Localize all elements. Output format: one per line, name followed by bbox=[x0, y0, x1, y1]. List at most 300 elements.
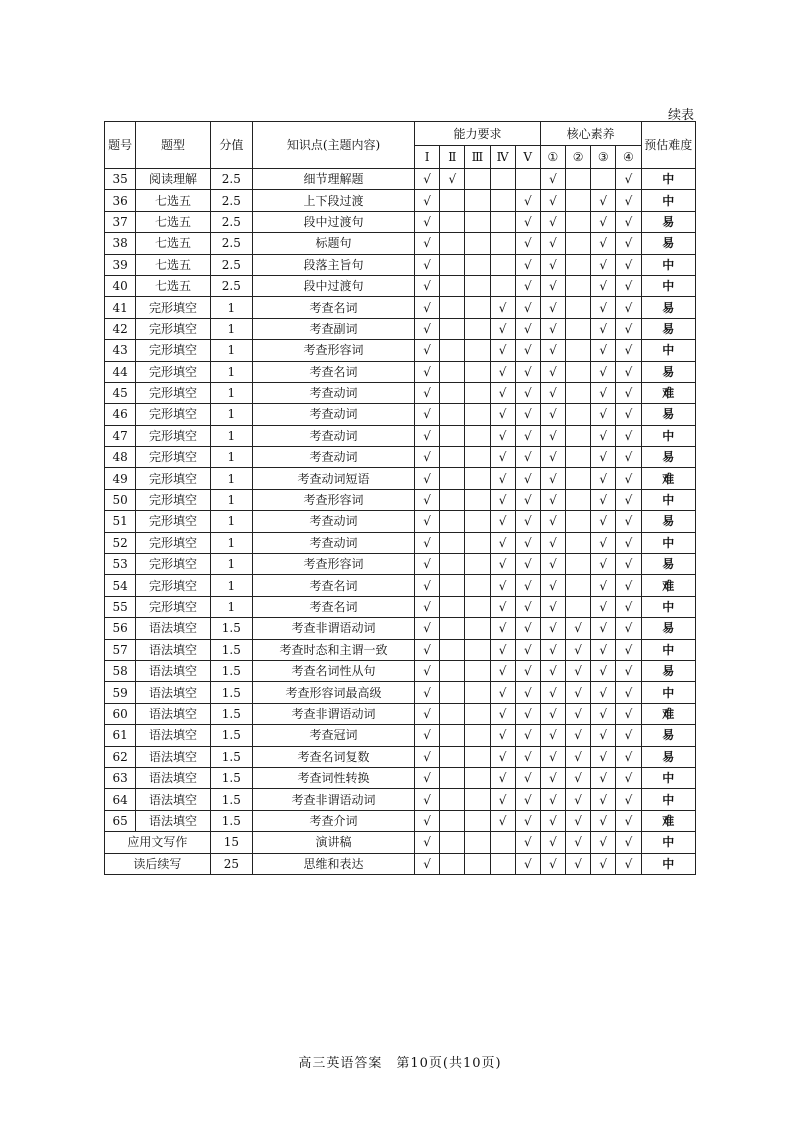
question-type-cell: 完形填空 bbox=[136, 554, 210, 575]
question-number-cell: 60 bbox=[105, 703, 136, 724]
ability-level-2-cell bbox=[440, 832, 465, 853]
core-literacy-4-cell: √ bbox=[616, 832, 641, 853]
ability-level-3-cell bbox=[465, 660, 490, 681]
score-cell: 1 bbox=[210, 532, 252, 553]
core-literacy-3-cell: √ bbox=[591, 789, 616, 810]
ability-level-2-cell: √ bbox=[440, 169, 465, 190]
score-cell: 1 bbox=[210, 575, 252, 596]
ability-level-2-cell bbox=[440, 682, 465, 703]
score-cell: 1.5 bbox=[210, 767, 252, 788]
page-footer: 高三英语答案 第10页(共10页) bbox=[298, 1056, 502, 1071]
header-knowledge: 知识点(主题内容) bbox=[252, 122, 414, 169]
score-cell: 1 bbox=[210, 489, 252, 510]
score-cell: 1 bbox=[210, 554, 252, 575]
ability-level-5-cell: √ bbox=[515, 489, 540, 510]
ability-level-2-cell bbox=[440, 789, 465, 810]
knowledge-point-cell: 考查名词 bbox=[252, 575, 414, 596]
ability-level-3-cell bbox=[465, 275, 490, 296]
ability-level-4-cell: √ bbox=[490, 511, 515, 532]
ability-level-1-cell: √ bbox=[415, 554, 440, 575]
table-row bbox=[105, 361, 696, 382]
difficulty-cell: 中 bbox=[641, 682, 696, 703]
difficulty-cell: 中 bbox=[641, 532, 696, 553]
ability-level-5-cell: √ bbox=[515, 618, 540, 639]
difficulty-cell: 易 bbox=[641, 297, 696, 318]
question-number-cell: 55 bbox=[105, 596, 136, 617]
score-cell: 1 bbox=[210, 447, 252, 468]
table-row bbox=[105, 789, 696, 810]
ability-level-5-cell: √ bbox=[515, 532, 540, 553]
ability-level-5-cell: √ bbox=[515, 575, 540, 596]
ability-level-1-cell: √ bbox=[415, 511, 440, 532]
core-literacy-1-cell: √ bbox=[540, 832, 565, 853]
question-type-cell: 完形填空 bbox=[136, 382, 210, 403]
question-type-cell: 完形填空 bbox=[136, 425, 210, 446]
knowledge-point-cell: 考查时态和主谓一致 bbox=[252, 639, 414, 660]
core-literacy-2-cell bbox=[566, 554, 591, 575]
table-row bbox=[105, 169, 696, 190]
ability-level-2-cell bbox=[440, 468, 465, 489]
ability-level-2-cell bbox=[440, 660, 465, 681]
table-row bbox=[105, 340, 696, 361]
question-number-cell: 56 bbox=[105, 618, 136, 639]
score-cell: 1 bbox=[210, 318, 252, 339]
core-literacy-3-cell: √ bbox=[591, 596, 616, 617]
core-literacy-1-cell: √ bbox=[540, 233, 565, 254]
question-type-cell: 七选五 bbox=[136, 211, 210, 232]
core-literacy-4-cell: √ bbox=[616, 489, 641, 510]
core-literacy-3-cell: √ bbox=[591, 190, 616, 211]
ability-level-2-cell bbox=[440, 746, 465, 767]
ability-level-2-cell bbox=[440, 233, 465, 254]
knowledge-point-cell: 考查非谓语动词 bbox=[252, 618, 414, 639]
table-row bbox=[105, 382, 696, 403]
ability-level-4-cell: √ bbox=[490, 639, 515, 660]
core-literacy-2-cell bbox=[566, 211, 591, 232]
core-literacy-3-cell: √ bbox=[591, 447, 616, 468]
question-type-cell: 完形填空 bbox=[136, 468, 210, 489]
score-cell: 25 bbox=[210, 853, 252, 874]
ability-level-3-cell bbox=[465, 618, 490, 639]
core-literacy-2-cell bbox=[566, 425, 591, 446]
ability-level-5-cell: √ bbox=[515, 233, 540, 254]
question-type-cell: 语法填空 bbox=[136, 639, 210, 660]
question-type-cell: 语法填空 bbox=[136, 618, 210, 639]
question-number-cell: 37 bbox=[105, 211, 136, 232]
question-type-cell: 完形填空 bbox=[136, 297, 210, 318]
difficulty-cell: 中 bbox=[641, 639, 696, 660]
core-literacy-4-cell: √ bbox=[616, 789, 641, 810]
ability-level-4-cell: √ bbox=[490, 340, 515, 361]
header-ability-2: Ⅱ bbox=[440, 146, 465, 169]
ability-level-3-cell bbox=[465, 853, 490, 874]
ability-level-5-cell: √ bbox=[515, 554, 540, 575]
core-literacy-1-cell: √ bbox=[540, 660, 565, 681]
ability-level-4-cell: √ bbox=[490, 767, 515, 788]
score-cell: 2.5 bbox=[210, 254, 252, 275]
core-literacy-4-cell: √ bbox=[616, 810, 641, 831]
core-literacy-3-cell: √ bbox=[591, 618, 616, 639]
score-cell: 2.5 bbox=[210, 233, 252, 254]
core-literacy-1-cell: √ bbox=[540, 575, 565, 596]
table-row bbox=[105, 489, 696, 510]
knowledge-point-cell: 考查名词 bbox=[252, 361, 414, 382]
knowledge-point-cell: 细节理解题 bbox=[252, 169, 414, 190]
core-literacy-2-cell bbox=[566, 447, 591, 468]
question-type-cell: 语法填空 bbox=[136, 725, 210, 746]
core-literacy-2-cell bbox=[566, 468, 591, 489]
ability-level-1-cell: √ bbox=[415, 682, 440, 703]
score-cell: 2.5 bbox=[210, 190, 252, 211]
core-literacy-2-cell bbox=[566, 361, 591, 382]
ability-level-4-cell: √ bbox=[490, 618, 515, 639]
question-type-cell: 完形填空 bbox=[136, 361, 210, 382]
difficulty-cell: 易 bbox=[641, 746, 696, 767]
difficulty-cell: 易 bbox=[641, 725, 696, 746]
question-number-cell: 58 bbox=[105, 660, 136, 681]
core-literacy-4-cell: √ bbox=[616, 382, 641, 403]
table-row bbox=[105, 275, 696, 296]
ability-level-2-cell bbox=[440, 618, 465, 639]
table-row bbox=[105, 810, 696, 831]
ability-level-1-cell: √ bbox=[415, 789, 440, 810]
core-literacy-3-cell: √ bbox=[591, 297, 616, 318]
difficulty-cell: 中 bbox=[641, 169, 696, 190]
score-cell: 1.5 bbox=[210, 725, 252, 746]
core-literacy-2-cell bbox=[566, 596, 591, 617]
ability-level-4-cell: √ bbox=[490, 682, 515, 703]
question-number-cell: 39 bbox=[105, 254, 136, 275]
ability-level-5-cell: √ bbox=[515, 810, 540, 831]
ability-level-5-cell: √ bbox=[515, 340, 540, 361]
knowledge-point-cell: 演讲稿 bbox=[252, 832, 414, 853]
ability-level-3-cell bbox=[465, 767, 490, 788]
question-type-cell: 七选五 bbox=[136, 190, 210, 211]
core-literacy-2-cell: √ bbox=[566, 725, 591, 746]
question-type-cell: 语法填空 bbox=[136, 703, 210, 724]
ability-level-4-cell bbox=[490, 190, 515, 211]
difficulty-cell: 易 bbox=[641, 660, 696, 681]
question-number-cell: 53 bbox=[105, 554, 136, 575]
ability-level-1-cell: √ bbox=[415, 639, 440, 660]
question-type-cell: 完形填空 bbox=[136, 511, 210, 532]
difficulty-cell: 易 bbox=[641, 511, 696, 532]
core-literacy-4-cell: √ bbox=[616, 297, 641, 318]
question-number-cell: 51 bbox=[105, 511, 136, 532]
ability-level-5-cell: √ bbox=[515, 746, 540, 767]
core-literacy-1-cell: √ bbox=[540, 340, 565, 361]
difficulty-cell: 中 bbox=[641, 425, 696, 446]
core-literacy-2-cell: √ bbox=[566, 639, 591, 660]
score-cell: 2.5 bbox=[210, 275, 252, 296]
score-cell: 1.5 bbox=[210, 810, 252, 831]
ability-level-4-cell bbox=[490, 832, 515, 853]
question-type-cell: 语法填空 bbox=[136, 810, 210, 831]
table-body bbox=[105, 169, 696, 875]
ability-level-2-cell bbox=[440, 853, 465, 874]
difficulty-cell: 中 bbox=[641, 254, 696, 275]
header-ability: 能力要求 bbox=[415, 122, 541, 146]
core-literacy-1-cell: √ bbox=[540, 190, 565, 211]
ability-level-1-cell: √ bbox=[415, 169, 440, 190]
knowledge-point-cell: 考查动词短语 bbox=[252, 468, 414, 489]
question-number-cell: 47 bbox=[105, 425, 136, 446]
question-number-cell: 65 bbox=[105, 810, 136, 831]
core-literacy-3-cell: √ bbox=[591, 853, 616, 874]
core-literacy-3-cell: √ bbox=[591, 746, 616, 767]
knowledge-point-cell: 考查动词 bbox=[252, 532, 414, 553]
difficulty-cell: 易 bbox=[641, 404, 696, 425]
core-literacy-4-cell: √ bbox=[616, 169, 641, 190]
core-literacy-4-cell: √ bbox=[616, 703, 641, 724]
question-type-cell: 完形填空 bbox=[136, 404, 210, 425]
table-row bbox=[105, 832, 696, 853]
header-core: 核心素养 bbox=[540, 122, 641, 146]
core-literacy-4-cell: √ bbox=[616, 275, 641, 296]
ability-level-2-cell bbox=[440, 767, 465, 788]
score-cell: 1 bbox=[210, 297, 252, 318]
core-literacy-4-cell: √ bbox=[616, 596, 641, 617]
header-core-3: ③ bbox=[591, 146, 616, 169]
core-literacy-2-cell bbox=[566, 340, 591, 361]
score-cell: 15 bbox=[210, 832, 252, 853]
ability-level-4-cell bbox=[490, 211, 515, 232]
difficulty-cell: 难 bbox=[641, 575, 696, 596]
question-number-cell: 59 bbox=[105, 682, 136, 703]
core-literacy-1-cell: √ bbox=[540, 211, 565, 232]
ability-level-2-cell bbox=[440, 318, 465, 339]
difficulty-cell: 中 bbox=[641, 832, 696, 853]
question-number-cell: 64 bbox=[105, 789, 136, 810]
ability-level-3-cell bbox=[465, 832, 490, 853]
ability-level-4-cell: √ bbox=[490, 575, 515, 596]
ability-level-1-cell: √ bbox=[415, 532, 440, 553]
difficulty-cell: 易 bbox=[641, 554, 696, 575]
table-row bbox=[105, 318, 696, 339]
core-literacy-1-cell: √ bbox=[540, 853, 565, 874]
ability-level-2-cell bbox=[440, 361, 465, 382]
ability-level-3-cell bbox=[465, 746, 490, 767]
ability-level-1-cell: √ bbox=[415, 810, 440, 831]
core-literacy-3-cell: √ bbox=[591, 554, 616, 575]
table-row bbox=[105, 254, 696, 275]
score-cell: 1 bbox=[210, 340, 252, 361]
question-type-cell: 完形填空 bbox=[136, 532, 210, 553]
ability-level-4-cell: √ bbox=[490, 361, 515, 382]
core-literacy-4-cell: √ bbox=[616, 447, 641, 468]
difficulty-cell: 易 bbox=[641, 211, 696, 232]
ability-level-1-cell: √ bbox=[415, 233, 440, 254]
ability-level-3-cell bbox=[465, 489, 490, 510]
core-literacy-2-cell: √ bbox=[566, 746, 591, 767]
table-row bbox=[105, 746, 696, 767]
question-number-cell: 63 bbox=[105, 767, 136, 788]
difficulty-cell: 中 bbox=[641, 789, 696, 810]
core-literacy-3-cell: √ bbox=[591, 810, 616, 831]
core-literacy-3-cell: √ bbox=[591, 725, 616, 746]
question-number-cell: 46 bbox=[105, 404, 136, 425]
difficulty-cell: 中 bbox=[641, 340, 696, 361]
core-literacy-2-cell bbox=[566, 169, 591, 190]
core-literacy-2-cell bbox=[566, 190, 591, 211]
header-score: 分值 bbox=[210, 122, 252, 169]
header-difficulty: 预估难度 bbox=[641, 122, 696, 169]
knowledge-point-cell: 考查名词 bbox=[252, 297, 414, 318]
ability-level-5-cell: √ bbox=[515, 254, 540, 275]
ability-level-3-cell bbox=[465, 404, 490, 425]
table-row bbox=[105, 703, 696, 724]
core-literacy-3-cell bbox=[591, 169, 616, 190]
difficulty-cell: 中 bbox=[641, 853, 696, 874]
ability-level-5-cell: √ bbox=[515, 361, 540, 382]
question-type-cell: 语法填空 bbox=[136, 789, 210, 810]
core-literacy-1-cell: √ bbox=[540, 746, 565, 767]
score-cell: 1.5 bbox=[210, 703, 252, 724]
core-literacy-4-cell: √ bbox=[616, 746, 641, 767]
core-literacy-1-cell: √ bbox=[540, 468, 565, 489]
score-cell: 1 bbox=[210, 511, 252, 532]
core-literacy-3-cell: √ bbox=[591, 703, 616, 724]
ability-level-1-cell: √ bbox=[415, 425, 440, 446]
ability-level-3-cell bbox=[465, 361, 490, 382]
core-literacy-4-cell: √ bbox=[616, 554, 641, 575]
score-cell: 1.5 bbox=[210, 746, 252, 767]
ability-level-2-cell bbox=[440, 190, 465, 211]
core-literacy-2-cell: √ bbox=[566, 853, 591, 874]
knowledge-point-cell: 段中过渡句 bbox=[252, 275, 414, 296]
header-ability-1: Ⅰ bbox=[415, 146, 440, 169]
question-number-cell: 35 bbox=[105, 169, 136, 190]
ability-level-3-cell bbox=[465, 297, 490, 318]
ability-level-1-cell: √ bbox=[415, 596, 440, 617]
difficulty-cell: 易 bbox=[641, 447, 696, 468]
difficulty-cell: 易 bbox=[641, 361, 696, 382]
core-literacy-2-cell: √ bbox=[566, 682, 591, 703]
knowledge-point-cell: 考查副词 bbox=[252, 318, 414, 339]
core-literacy-1-cell: √ bbox=[540, 810, 565, 831]
core-literacy-1-cell: √ bbox=[540, 169, 565, 190]
core-literacy-4-cell: √ bbox=[616, 511, 641, 532]
question-number-cell: 62 bbox=[105, 746, 136, 767]
core-literacy-2-cell bbox=[566, 233, 591, 254]
core-literacy-2-cell bbox=[566, 254, 591, 275]
score-cell: 1.5 bbox=[210, 639, 252, 660]
ability-level-5-cell: √ bbox=[515, 211, 540, 232]
core-literacy-3-cell: √ bbox=[591, 254, 616, 275]
header-num: 题号 bbox=[105, 122, 136, 169]
core-literacy-2-cell bbox=[566, 532, 591, 553]
table-row bbox=[105, 618, 696, 639]
ability-level-3-cell bbox=[465, 233, 490, 254]
question-number-cell: 48 bbox=[105, 447, 136, 468]
difficulty-cell: 中 bbox=[641, 767, 696, 788]
difficulty-cell: 难 bbox=[641, 810, 696, 831]
core-literacy-1-cell: √ bbox=[540, 425, 565, 446]
core-literacy-4-cell: √ bbox=[616, 190, 641, 211]
knowledge-point-cell: 考查动词 bbox=[252, 447, 414, 468]
difficulty-cell: 中 bbox=[641, 596, 696, 617]
core-literacy-3-cell: √ bbox=[591, 404, 616, 425]
question-type-cell: 语法填空 bbox=[136, 767, 210, 788]
core-literacy-2-cell: √ bbox=[566, 832, 591, 853]
ability-level-5-cell: √ bbox=[515, 447, 540, 468]
header-core-1: ① bbox=[540, 146, 565, 169]
ability-level-4-cell: √ bbox=[490, 468, 515, 489]
ability-level-4-cell: √ bbox=[490, 489, 515, 510]
ability-level-3-cell bbox=[465, 532, 490, 553]
ability-level-5-cell: √ bbox=[515, 190, 540, 211]
question-number-cell: 41 bbox=[105, 297, 136, 318]
difficulty-cell: 难 bbox=[641, 468, 696, 489]
core-literacy-3-cell: √ bbox=[591, 511, 616, 532]
ability-level-1-cell: √ bbox=[415, 211, 440, 232]
header-core-2: ② bbox=[566, 146, 591, 169]
ability-level-3-cell bbox=[465, 254, 490, 275]
ability-level-3-cell bbox=[465, 789, 490, 810]
ability-level-1-cell: √ bbox=[415, 575, 440, 596]
ability-level-3-cell bbox=[465, 169, 490, 190]
score-cell: 1 bbox=[210, 361, 252, 382]
ability-level-4-cell bbox=[490, 233, 515, 254]
core-literacy-4-cell: √ bbox=[616, 853, 641, 874]
ability-level-3-cell bbox=[465, 511, 490, 532]
question-type-cell: 语法填空 bbox=[136, 660, 210, 681]
core-literacy-4-cell: √ bbox=[616, 618, 641, 639]
ability-level-2-cell bbox=[440, 575, 465, 596]
ability-level-2-cell bbox=[440, 532, 465, 553]
core-literacy-3-cell: √ bbox=[591, 425, 616, 446]
core-literacy-1-cell: √ bbox=[540, 511, 565, 532]
core-literacy-4-cell: √ bbox=[616, 575, 641, 596]
table-row bbox=[105, 660, 696, 681]
core-literacy-3-cell: √ bbox=[591, 275, 616, 296]
ability-level-2-cell bbox=[440, 254, 465, 275]
ability-level-5-cell: √ bbox=[515, 767, 540, 788]
ability-level-3-cell bbox=[465, 382, 490, 403]
ability-level-2-cell bbox=[440, 404, 465, 425]
ability-level-4-cell: √ bbox=[490, 703, 515, 724]
ability-level-2-cell bbox=[440, 340, 465, 361]
ability-level-4-cell: √ bbox=[490, 746, 515, 767]
ability-level-5-cell: √ bbox=[515, 511, 540, 532]
ability-level-3-cell bbox=[465, 425, 490, 446]
ability-level-4-cell: √ bbox=[490, 532, 515, 553]
score-cell: 2.5 bbox=[210, 211, 252, 232]
knowledge-point-cell: 考查词性转换 bbox=[252, 767, 414, 788]
ability-level-4-cell: √ bbox=[490, 297, 515, 318]
knowledge-point-cell: 考查动词 bbox=[252, 425, 414, 446]
core-literacy-1-cell: √ bbox=[540, 382, 565, 403]
core-literacy-3-cell: √ bbox=[591, 318, 616, 339]
ability-level-1-cell: √ bbox=[415, 254, 440, 275]
header-ability-3: Ⅲ bbox=[465, 146, 490, 169]
core-literacy-3-cell: √ bbox=[591, 489, 616, 510]
question-number-cell: 40 bbox=[105, 275, 136, 296]
core-literacy-2-cell bbox=[566, 318, 591, 339]
table-row bbox=[105, 682, 696, 703]
ability-level-1-cell: √ bbox=[415, 853, 440, 874]
ability-level-5-cell: √ bbox=[515, 297, 540, 318]
core-literacy-3-cell: √ bbox=[591, 340, 616, 361]
table-row bbox=[105, 853, 696, 874]
ability-level-1-cell: √ bbox=[415, 447, 440, 468]
question-number-cell: 54 bbox=[105, 575, 136, 596]
question-number-cell: 52 bbox=[105, 532, 136, 553]
question-type-cell: 语法填空 bbox=[136, 746, 210, 767]
ability-level-1-cell: √ bbox=[415, 382, 440, 403]
difficulty-cell: 易 bbox=[641, 233, 696, 254]
header-ability-5: Ⅴ bbox=[515, 146, 540, 169]
